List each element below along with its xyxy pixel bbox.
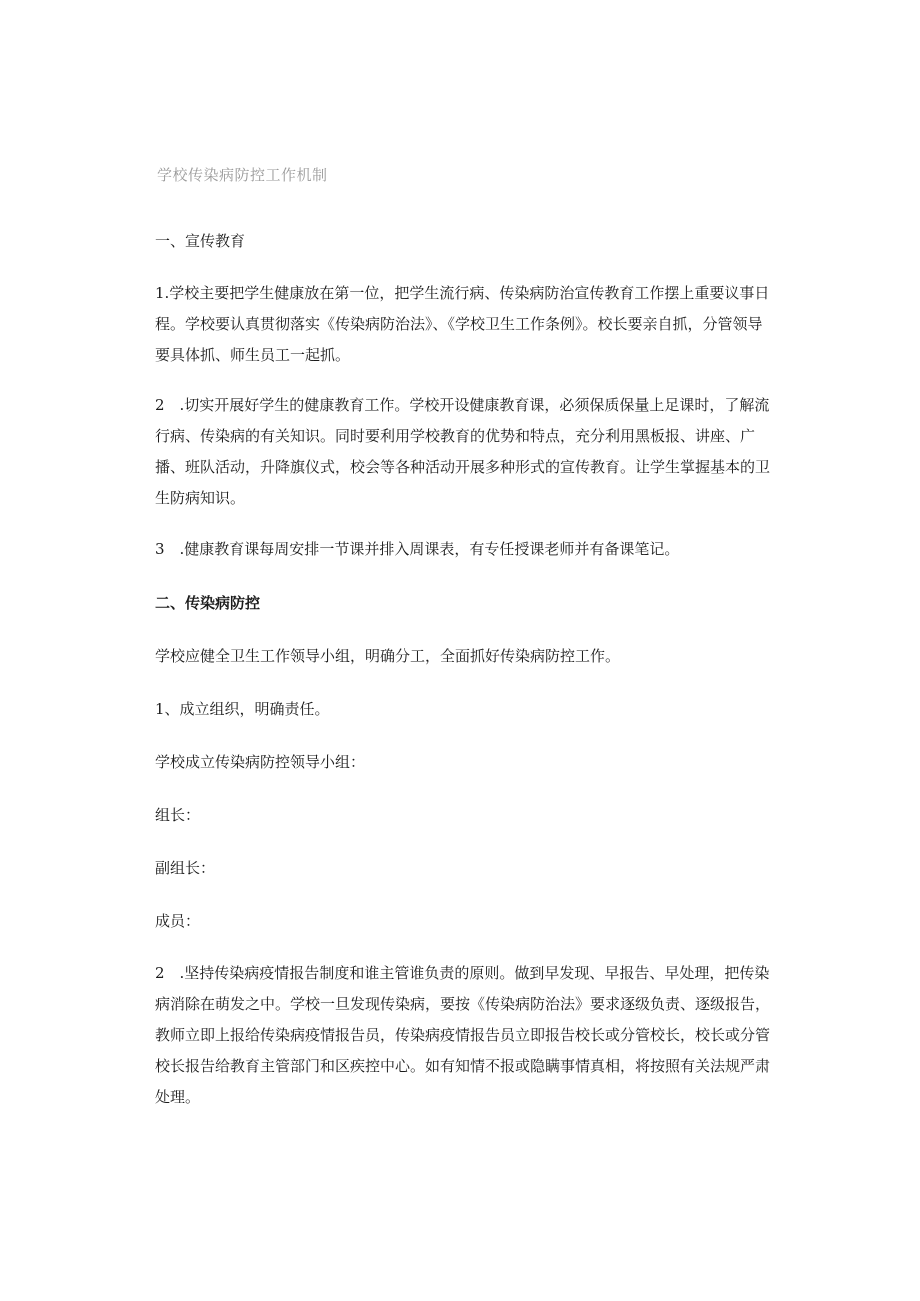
section2-intro: 学校应健全卫生工作领导小组，明确分工，全面抓好传染病防控工作。 xyxy=(155,647,621,665)
deputy-leader-label: 副组长： xyxy=(155,859,216,877)
section2-item-1: 1、成立组织，明确责任。 xyxy=(155,700,330,718)
section1-paragraph-1: 1.学校主要把学生健康放在第一位，把学生流行病、传染病防治宣传教育工作摆上重要议事日程。学校要认真贯彻落实《传染病防治法》、《学校卫生工作条例》。校长要亲自抓，分管领导要具体抓、师生员工一起抓。 xyxy=(155,284,770,364)
leader-label: 组长： xyxy=(155,806,201,824)
section1-heading: 一、宣传教育 xyxy=(155,232,246,250)
section2-group-label: 学校成立传染病防控领导小组： xyxy=(155,753,366,771)
section1-paragraph-3: 3 .健康教育课每周安排一节课并排入周课表，有专任授课老师并有备课笔记。 xyxy=(155,540,680,558)
section2-heading: 二、传染病防控 xyxy=(155,594,261,612)
document-title: 学校传染病防控工作机制 xyxy=(157,166,328,184)
section1-paragraph-2: 2 .切实开展好学生的健康教育工作。学校开设健康教育课，必须保质保量上足课时，了解流行病、传染病的有关知识。同时要利用学校教育的优势和特点，充分利用黑板报、讲座、广播、班队活动，升降旗仪式，校会等各种活动开展多种形式的宣传教育。让学生掌握基本的卫生防病知识。 xyxy=(155,396,771,507)
members-label: 成员： xyxy=(155,912,201,930)
section2-paragraph-2: 2 .坚持传染病疫情报告制度和谁主管谁负责的原则。做到早发现、早报告、早处理，把传染病消除在萌发之中。学校一旦发现传染病，要按《传染病防治法》要求逐级负责、逐级报告，教师立即上报给传染病疫情报告员，传染病疫情报告员立即报告校长或分管校长，校长或分管校长报告给教育主管部门和区疾控中心。如有知情不报或隐瞒事情真相，将按照有关法规严肃处理。 xyxy=(155,964,771,1106)
